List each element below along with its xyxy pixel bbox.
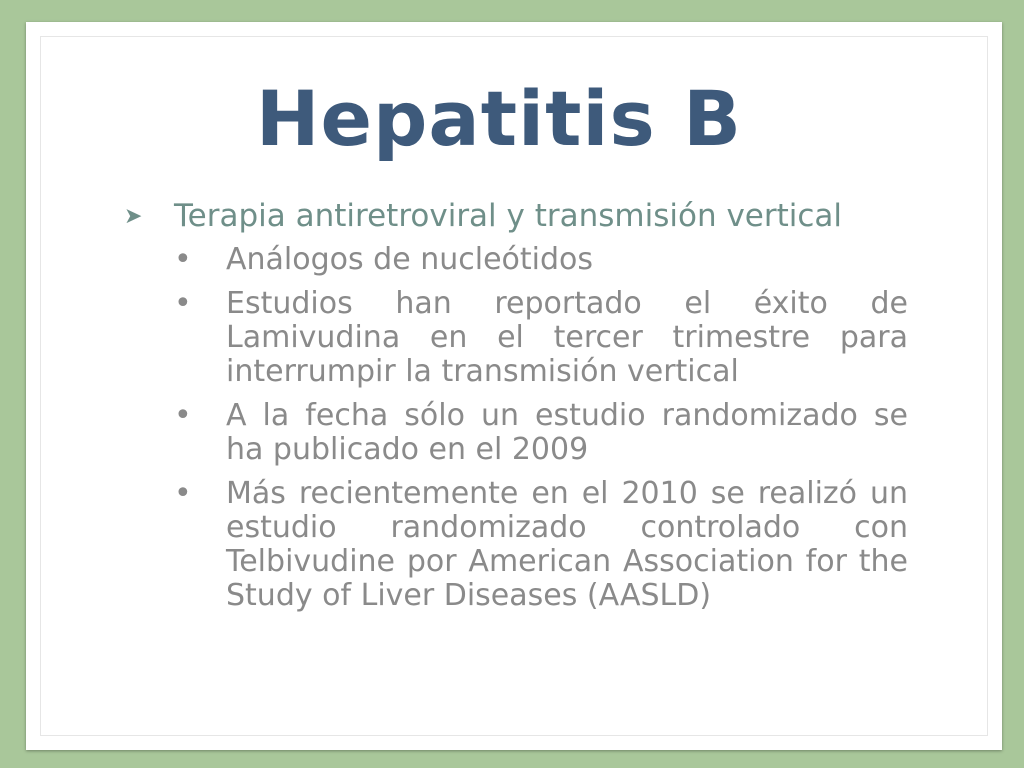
- sub-bullet-item: [122, 287, 908, 389]
- sub-bullet-item: [122, 243, 908, 277]
- arrowhead-bullet-icon: ➤: [124, 204, 143, 229]
- sub-bullet-text: A la fecha sólo un estudio randomizado se ha publicado en el 2009: [226, 398, 908, 467]
- sub-bullet-item: [122, 477, 908, 613]
- sub-bullet-text: Más recientemente en el 2010 se realizó un estudio randomizado controlado con Telbivudine por American Association for the Study of Liver Diseases (AASLD): [226, 476, 908, 613]
- dot-bullet-icon: •: [174, 286, 192, 321]
- dot-bullet-icon: •: [174, 398, 192, 433]
- slide-title: Hepatitis B: [255, 74, 743, 163]
- slide-page: [26, 22, 1002, 750]
- sub-bullet-text: Estudios han reportado el éxito de Lamivudina en el tercer trimestre para interrumpir la transmisión vertical: [226, 286, 908, 389]
- sub-bullet-text: Análogos de nucleótidos: [226, 242, 594, 277]
- dot-bullet-icon: •: [174, 476, 192, 511]
- main-bullet-point: [122, 198, 908, 235]
- sub-bullet-list: [122, 243, 908, 613]
- slide-content: [122, 198, 908, 623]
- dot-bullet-icon: •: [174, 242, 192, 277]
- sub-bullet-item: [122, 399, 908, 467]
- main-bullet-text: Terapia antiretroviral y transmisión vertical: [174, 198, 843, 234]
